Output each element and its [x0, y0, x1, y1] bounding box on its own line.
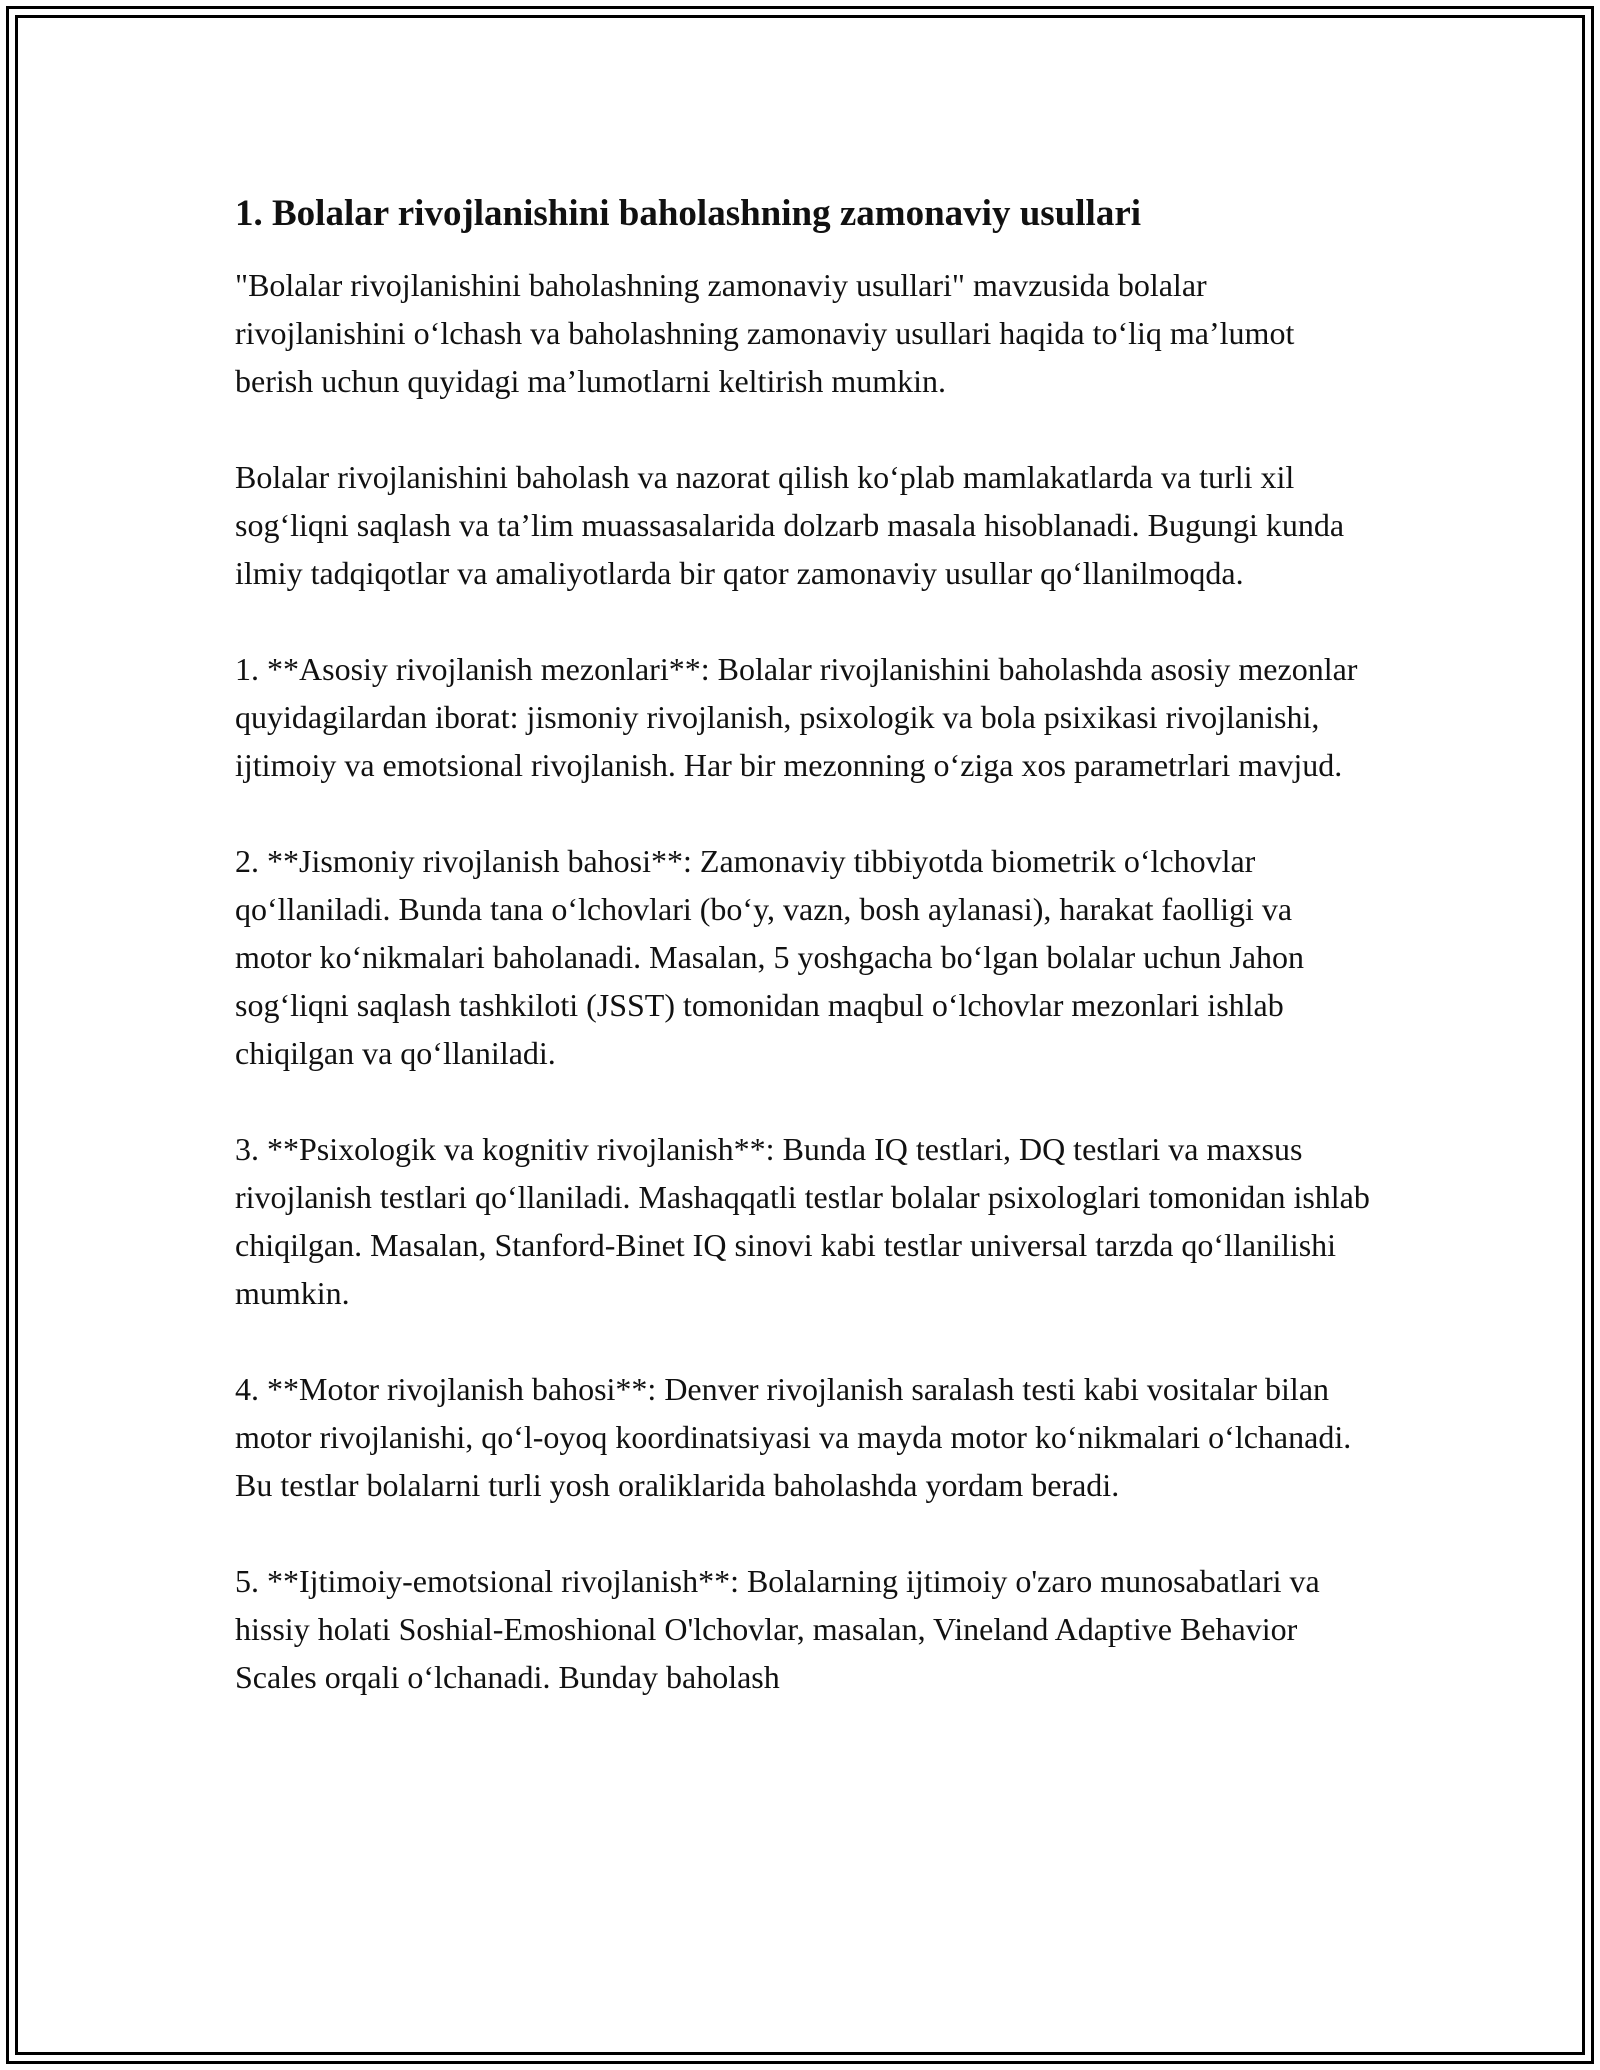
paragraph-intro: "Bolalar rivojlanishini baholashning zamonaviy usullari" mavzusida bolalar rivojlanishini o‘lchash va baholashning zamonaviy usullari haqida to‘liq ma’lumot berish uchun quyidagi ma’lumotlarni keltirish mumkin.: [235, 267, 1295, 399]
paragraph-item-4: 4. **Motor rivojlanish bahosi**: Denver rivojlanish saralash testi kabi vositalar bilan motor rivojlanishi, qo‘l-oyoq koordinatsiyasi va mayda motor ko‘nikmalari o‘lchanadi. Bu testlar bolalarni turli yosh oraliklarida baholashda yordam beradi.: [235, 1371, 1352, 1503]
paragraph-item-1: 1. **Asosiy rivojlanish mezonlari**: Bolalar rivojlanishini baholashda asosiy mezonlar quyidagilardan iborat: jismoniy rivojlanish, psixologik va bola psixikasi rivojlanishi, ijtimoiy va emotsional rivojlanish. Har bir mezonning o‘ziga xos parametrlari mavjud.: [235, 651, 1358, 783]
paragraph-item-5: 5. **Ijtimoiy-emotsional rivojlanish**: Bolalarning ijtimoiy o'zaro munosabatlari va hissiy holati Soshial-Emoshional O'lchovlar, masalan, Vineland Adaptive Behavior Scales orqali o‘lchanadi. Bunday baholash: [235, 1563, 1320, 1695]
paragraph-context: Bolalar rivojlanishini baholash va nazorat qilish ko‘plab mamlakatlarda va turli xil sog‘liqni saqlash va ta’lim muassasalarida dolzarb masala hisoblanadi. Bugungi kunda ilmiy tadqiqotlar va amaliyotlarda bir qator zamonaviy usullar qo‘llanilmoqda.: [235, 459, 1345, 591]
document-body: [235, 190, 1375, 1749]
paragraph-item-2: 2. **Jismoniy rivojlanish bahosi**: Zamonaviy tibbiyotda biometrik o‘lchovlar qo‘llaniladi. Bunda tana o‘lchovlari (bo‘y, vazn, bosh aylanasi), harakat faolligi va motor ko‘nikmalari baholanadi. Masalan, 5 yoshgacha bo‘lgan bolalar uchun Jahon sog‘liqni saqlash tashkiloti (JSST) tomonidan maqbul o‘lchovlar mezonlari ishlab chiqilgan va qo‘llaniladi.: [235, 843, 1305, 1071]
document-title: 1. Bolalar rivojlanishini baholashning zamonaviy usullari: [235, 193, 1142, 234]
paragraph-item-3: 3. **Psixologik va kognitiv rivojlanish**: Bunda IQ testlari, DQ testlari va maxsus rivojlanish testlari qo‘llaniladi. Mashaqqatli testlar bolalar psixologlari tomonidan ishlab chiqilgan. Masalan, Stanford-Binet IQ sinovi kabi testlar universal tarzda qo‘llanilishi mumkin.: [235, 1131, 1370, 1311]
